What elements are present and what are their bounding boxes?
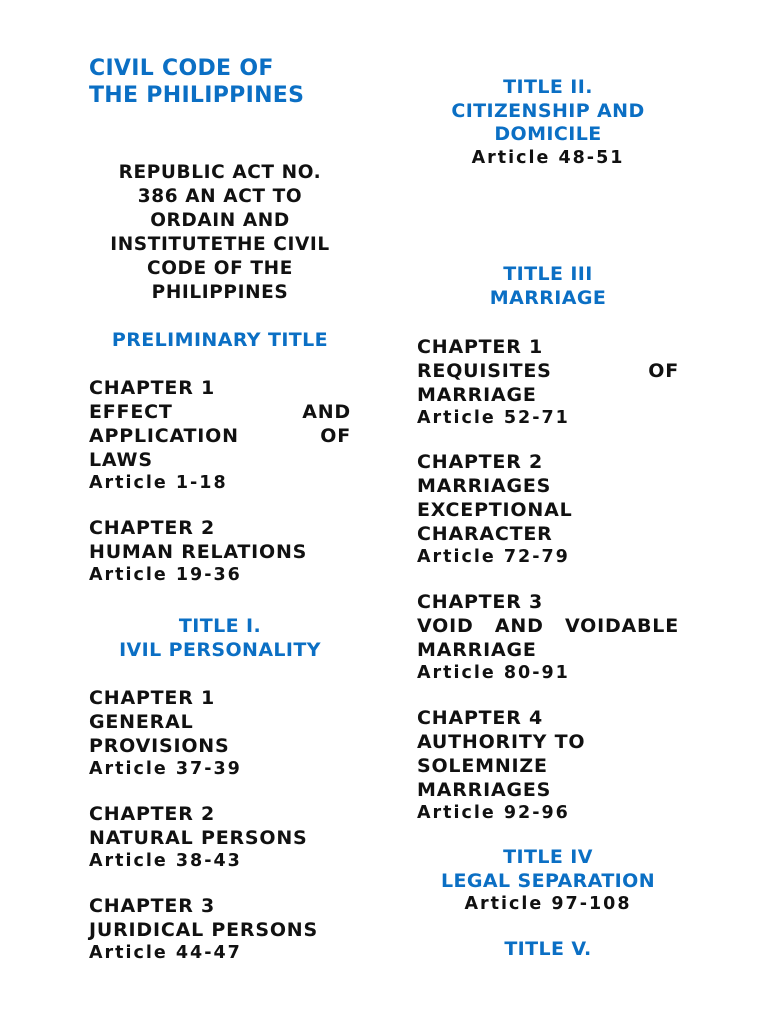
chapter-title-word: VOIDABLE <box>564 615 679 637</box>
title-heading-line: TITLE IV <box>503 846 593 868</box>
chapter-title-line: MARRIAGES <box>417 779 552 801</box>
ra-line: ORDAIN AND <box>150 210 290 231</box>
chapter-title-word: AND <box>494 615 544 637</box>
chapter-label: CHAPTER 1 <box>417 336 544 358</box>
chapter-title-word: AND <box>302 401 351 423</box>
chapter-authority-to-solemnize <box>417 706 679 825</box>
chapter-title-line <box>417 614 679 638</box>
article-range: Article 92-96 <box>417 803 570 823</box>
title-4-heading <box>409 846 687 916</box>
preliminary-title-text: PRELIMINARY TITLE <box>111 329 329 351</box>
chapter-label: CHAPTER 3 <box>417 591 544 613</box>
article-range: Article 38-43 <box>89 851 242 871</box>
ra-line: INSTITUTETHE CIVIL <box>110 234 330 255</box>
chapter-label: CHAPTER 2 <box>417 451 544 473</box>
chapter-void-voidable-marriage <box>417 590 679 685</box>
title-heading-line: TITLE I. <box>178 615 262 637</box>
title-3-heading <box>409 263 687 310</box>
chapter-title-line: MARRIAGES <box>417 475 552 497</box>
chapter-title-word: REQUISITES <box>417 360 552 382</box>
ra-line: CODE OF THE <box>147 258 293 279</box>
chapter-title-line: MARRIAGE <box>417 639 537 661</box>
title-5-heading <box>409 938 687 962</box>
title-2-heading <box>409 76 687 170</box>
chapter-title-line: JURIDICAL PERSONS <box>89 919 318 941</box>
chapter-title-line <box>89 400 351 424</box>
title-heading-line: CITIZENSHIP AND <box>451 99 645 122</box>
article-range: Article 37-39 <box>89 759 242 779</box>
article-range: Article 97-108 <box>464 894 632 914</box>
article-range: Article 52-71 <box>417 408 570 428</box>
title-heading-line: IVIL PERSONALITY <box>119 638 321 661</box>
chapter-label: CHAPTER 2 <box>89 803 216 825</box>
chapter-label: CHAPTER 2 <box>89 517 216 539</box>
title-heading-line: TITLE V. <box>504 938 592 960</box>
chapter-title-word: VOID <box>417 615 474 637</box>
chapter-label: CHAPTER 1 <box>89 687 216 709</box>
ra-line: 386 AN ACT TO <box>137 186 303 207</box>
chapter-natural-persons <box>89 802 351 873</box>
article-range: Article 48-51 <box>471 147 625 168</box>
document-title-line-2: THE PHILIPPINES <box>89 83 305 108</box>
chapter-general-provisions <box>89 686 351 781</box>
title-heading-line: MARRIAGE <box>489 286 607 309</box>
chapter-label: CHAPTER 1 <box>89 377 216 399</box>
article-range: Article 44-47 <box>89 943 242 963</box>
chapter-juridical-persons <box>89 894 351 965</box>
ra-line: PHILIPPINES <box>151 282 289 303</box>
title-heading-line: TITLE II. <box>503 76 593 98</box>
ra-line: REPUBLIC ACT NO. <box>118 162 322 183</box>
chapter-title-word: OF <box>648 360 679 382</box>
chapter-title-line: LAWS <box>89 449 153 471</box>
chapter-title-line: CHARACTER <box>417 523 553 545</box>
article-range: Article 1-18 <box>89 473 228 493</box>
chapter-label: CHAPTER 4 <box>417 707 544 729</box>
chapter-title-line <box>417 359 679 383</box>
chapter-title-line: AUTHORITY TO <box>417 731 586 753</box>
chapter-title-line: EXCEPTIONAL <box>417 499 573 521</box>
chapter-title-line <box>89 424 351 448</box>
chapter-human-relations <box>89 516 351 587</box>
chapter-title-line: NATURAL PERSONS <box>89 827 308 849</box>
chapter-title-line: MARRIAGE <box>417 384 537 406</box>
title-1-heading <box>81 615 359 662</box>
chapter-requisites-of-marriage <box>417 335 679 430</box>
chapter-title-line: HUMAN RELATIONS <box>89 541 308 563</box>
chapter-title-line: GENERAL <box>89 711 194 733</box>
chapter-title-word: APPLICATION <box>89 425 239 447</box>
document-title-line-1: CIVIL CODE OF <box>89 56 274 81</box>
article-range: Article 72-79 <box>417 547 570 567</box>
chapter-effect-application <box>89 376 351 495</box>
title-heading-line: DOMICILE <box>494 123 602 145</box>
chapter-title-line: SOLEMNIZE <box>417 755 548 777</box>
article-range: Article 19-36 <box>89 565 242 585</box>
document-title <box>89 55 304 109</box>
republic-act-heading <box>81 161 359 305</box>
chapter-title-word: EFFECT <box>89 401 173 423</box>
title-heading-line: LEGAL SEPARATION <box>441 869 655 892</box>
chapter-title-word: OF <box>320 425 351 447</box>
title-heading-line: TITLE III <box>503 263 593 285</box>
preliminary-title <box>81 329 359 353</box>
chapter-marriages-exceptional-character <box>417 450 679 569</box>
article-range: Article 80-91 <box>417 663 570 683</box>
chapter-label: CHAPTER 3 <box>89 895 216 917</box>
chapter-title-line: PROVISIONS <box>89 735 230 757</box>
